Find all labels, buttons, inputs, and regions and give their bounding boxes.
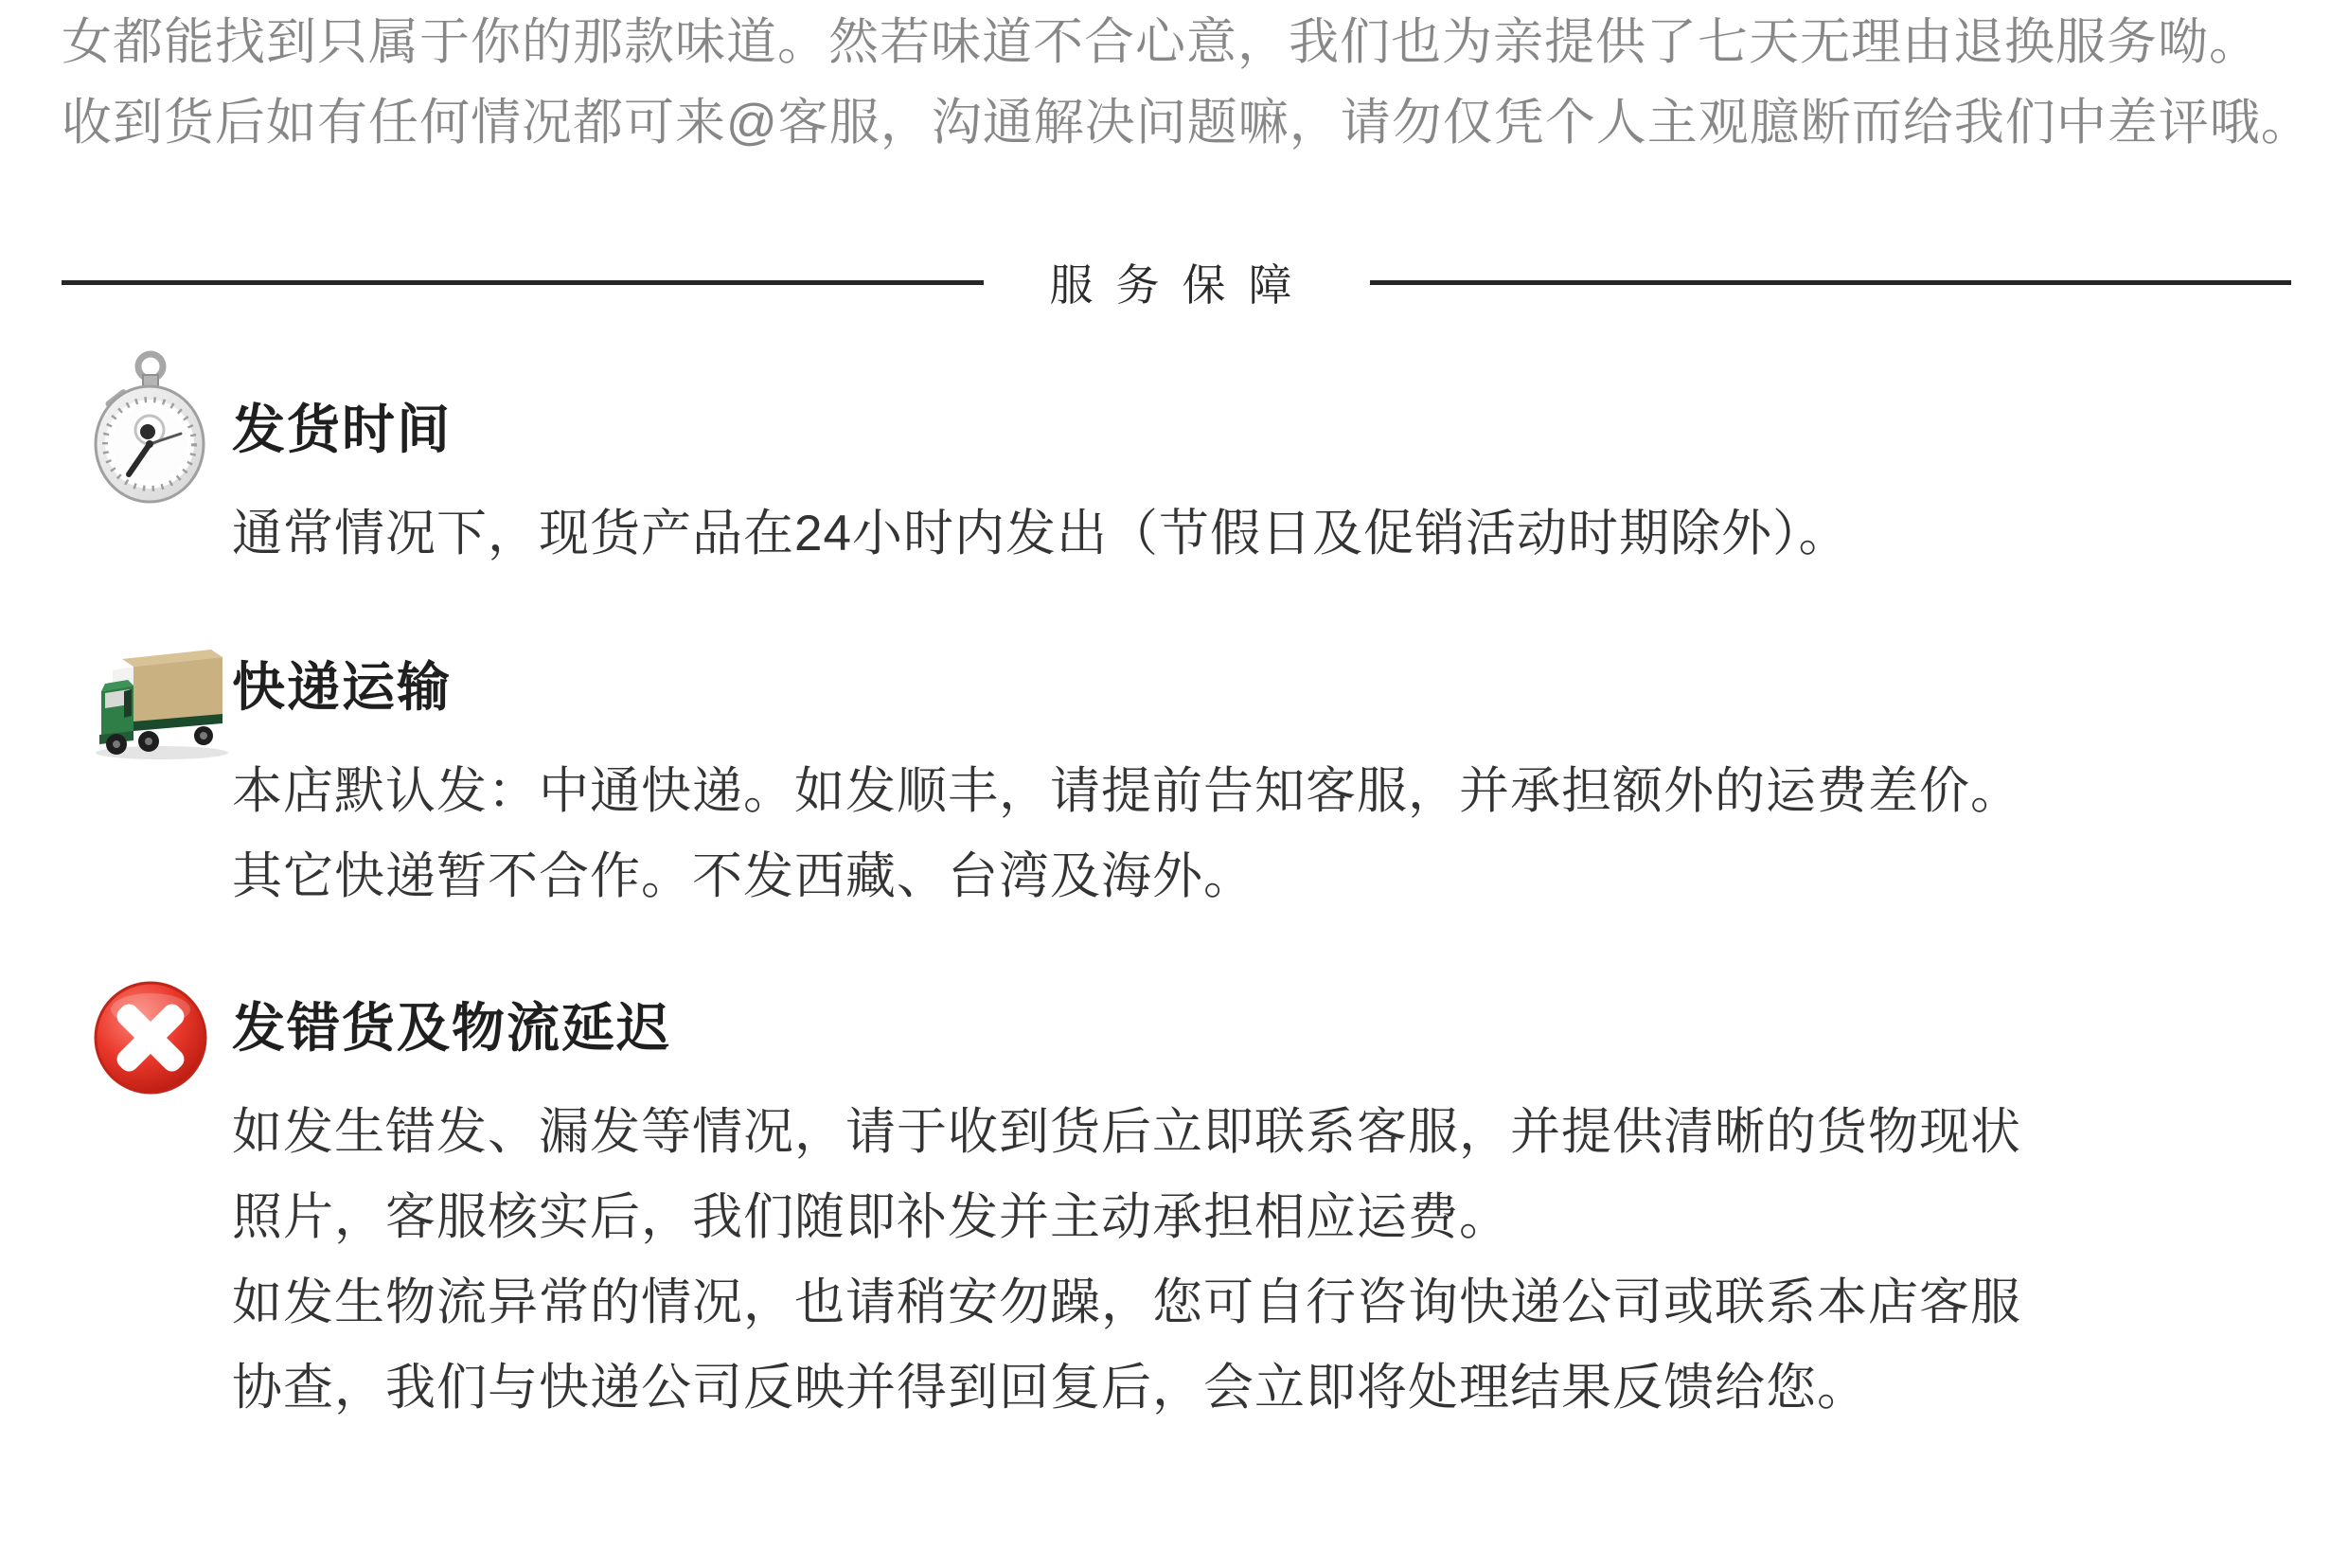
intro-line-1: 女都能找到只属于你的那款味道。然若味道不合心意，我们也为亲提供了七天无理由退换服务呦。 (62, 14, 2260, 70)
service-item-wrong-shipment (90, 975, 2291, 1431)
error-cross-icon (92, 979, 209, 1096)
express-transport-body (232, 749, 2291, 919)
express-transport-title: 快递运输 (232, 657, 452, 717)
service-item-express-transport (90, 638, 2291, 919)
wrong-shipment-content (232, 975, 2291, 1431)
stopwatch-icon (94, 350, 205, 504)
body-line: 其它快递暂不合作。不发西藏、台湾及海外。 (232, 848, 1254, 904)
divider-line-left (62, 280, 984, 285)
body-line: 通常情况下，现货产品在24小时内发出（节假日及促销活动时期除外）。 (232, 506, 1850, 561)
shipping-time-title: 发货时间 (232, 400, 452, 459)
delivery-truck-icon (90, 642, 234, 763)
intro-paragraph (62, 2, 2310, 163)
intro-line-2: 收到货后如有任何情况都可来@客服，沟通解决问题嘛，请勿仅凭个人主观臆断而给我们中差评哦。 (62, 95, 2312, 151)
error-icon-column (90, 975, 232, 1431)
body-line: 如发生物流异常的情况，也请稍安勿躁，您可自行咨询快递公司或联系本店客服 (232, 1274, 2021, 1330)
divider-line-right (1370, 280, 2292, 285)
body-line: 如发生错发、漏发等情况，请于收到货后立即联系客服，并提供清晰的货物现状 (232, 1104, 2021, 1160)
shipping-time-body (232, 491, 2291, 577)
service-guarantee-divider (62, 254, 2291, 311)
shipping-time-icon-column (90, 348, 232, 577)
wrong-shipment-body (232, 1090, 2291, 1431)
shipping-time-content (232, 348, 2291, 577)
body-line: 协查，我们与快递公司反映并得到回复后，会立即将处理结果反馈给您。 (232, 1360, 1868, 1416)
express-icon-column (90, 638, 232, 919)
service-guarantee-title: 服务保障 (1049, 260, 1315, 310)
service-item-shipping-time (90, 348, 2291, 577)
body-line: 照片，客服核实后，我们随即补发并主动承担相应运费。 (232, 1189, 1510, 1245)
wrong-shipment-title: 发错货及物流延迟 (232, 998, 671, 1058)
express-transport-content (232, 638, 2291, 919)
body-line: 本店默认发：中通快递。如发顺丰，请提前告知客服，并承担额外的运费差价。 (232, 763, 2021, 819)
